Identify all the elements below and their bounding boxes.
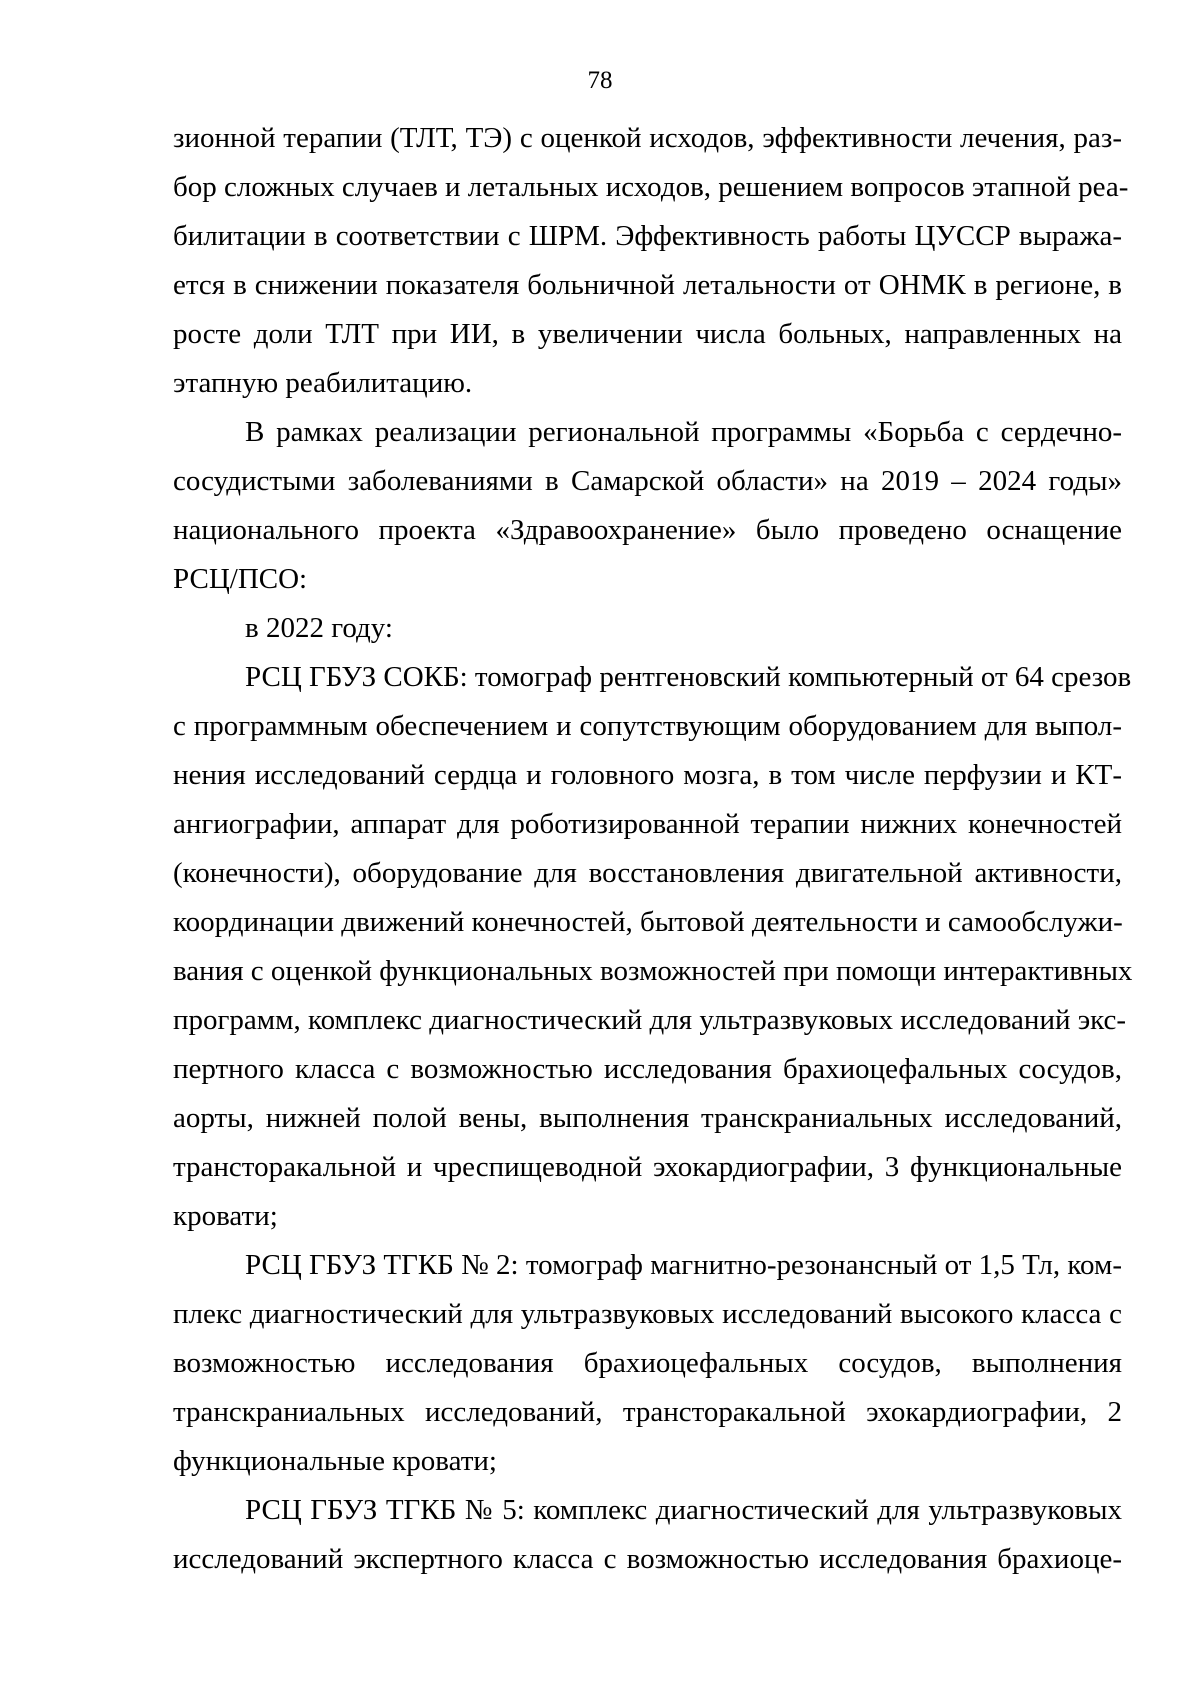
- paragraph: [173, 114, 1129, 408]
- text-line: координации движений конечностей, бытовой деятельности и самообслужи-: [173, 906, 1123, 938]
- document-body: [173, 114, 1133, 1584]
- text-line: функциональные кровати;: [173, 1445, 497, 1477]
- text-line: этапную реабилитацию.: [173, 367, 473, 399]
- text-line: росте доли ТЛТ при ИИ, в увеличении числа больных, направленных на: [173, 318, 1122, 350]
- text-line: РСЦ ГБУЗ ТГКБ № 2: томограф магнитно-резонансный от 1,5 Тл, ком-: [245, 1249, 1122, 1281]
- text-line: РСЦ ГБУЗ ТГКБ № 5: комплекс диагностический для ультразвуковых: [245, 1494, 1122, 1526]
- text-line: бор сложных случаев и летальных исходов, решением вопросов этапной реа-: [173, 171, 1129, 203]
- text-line: зионной терапии (ТЛТ, ТЭ) с оценкой исходов, эффективности лечения, раз-: [173, 122, 1122, 154]
- text-line: билитации в соответствии с ШРМ. Эффективность работы ЦУССР выража-: [173, 220, 1122, 252]
- text-line: нения исследований сердца и головного мозга, в том числе перфузии и КТ-: [173, 759, 1122, 791]
- page-number: 78: [587, 67, 613, 94]
- paragraph: [173, 604, 1122, 653]
- text-line: ется в снижении показателя больничной летальности от ОНМК в регионе, в: [173, 269, 1122, 301]
- text-line: РСЦ/ПСО:: [173, 563, 308, 595]
- text-line: (конечности), оборудование для восстановления двигательной активности,: [173, 857, 1122, 889]
- text-line: аорты, нижней полой вены, выполнения транскраниальных исследований,: [173, 1102, 1122, 1134]
- paragraph: [173, 1241, 1122, 1486]
- paragraph: [173, 1486, 1122, 1584]
- text-line: сосудистыми заболеваниями в Самарской области» на 2019 – 2024 годы»: [173, 465, 1122, 497]
- text-line: возможностью исследования брахиоцефальных сосудов, выполнения: [173, 1347, 1122, 1379]
- text-line: исследований экспертного класса с возможностью исследования брахиоце-: [173, 1543, 1122, 1575]
- paragraph: [173, 653, 1133, 1241]
- text-line: ангиографии, аппарат для роботизированной терапии нижних конечностей: [173, 808, 1122, 840]
- text-line: национального проекта «Здравоохранение» было проведено оснащение: [173, 514, 1122, 546]
- text-line: вания с оценкой функциональных возможностей при помощи интерактивных: [173, 955, 1133, 987]
- text-line: плекс диагностический для ультразвуковых исследований высокого класса с: [173, 1298, 1122, 1330]
- paragraph: [173, 408, 1122, 604]
- text-line: программ, комплекс диагностический для ультразвуковых исследований экс-: [173, 1004, 1127, 1036]
- text-line: транскраниальных исследований, трансторакальной эхокардиографии, 2: [173, 1396, 1122, 1428]
- text-line: пертного класса с возможностью исследования брахиоцефальных сосудов,: [173, 1053, 1122, 1085]
- text-line: РСЦ ГБУЗ СОКБ: томограф рентгеновский компьютерный от 64 срезов: [245, 661, 1132, 693]
- text-line: кровати;: [173, 1200, 278, 1232]
- text-line: в 2022 году:: [245, 612, 393, 644]
- text-line: с программным обеспечением и сопутствующим оборудованием для выпол-: [173, 710, 1122, 742]
- text-line: В рамках реализации региональной программы «Борьба с сердечно-: [245, 416, 1122, 448]
- text-line: трансторакальной и чреспищеводной эхокардиографии, 3 функциональные: [173, 1151, 1122, 1183]
